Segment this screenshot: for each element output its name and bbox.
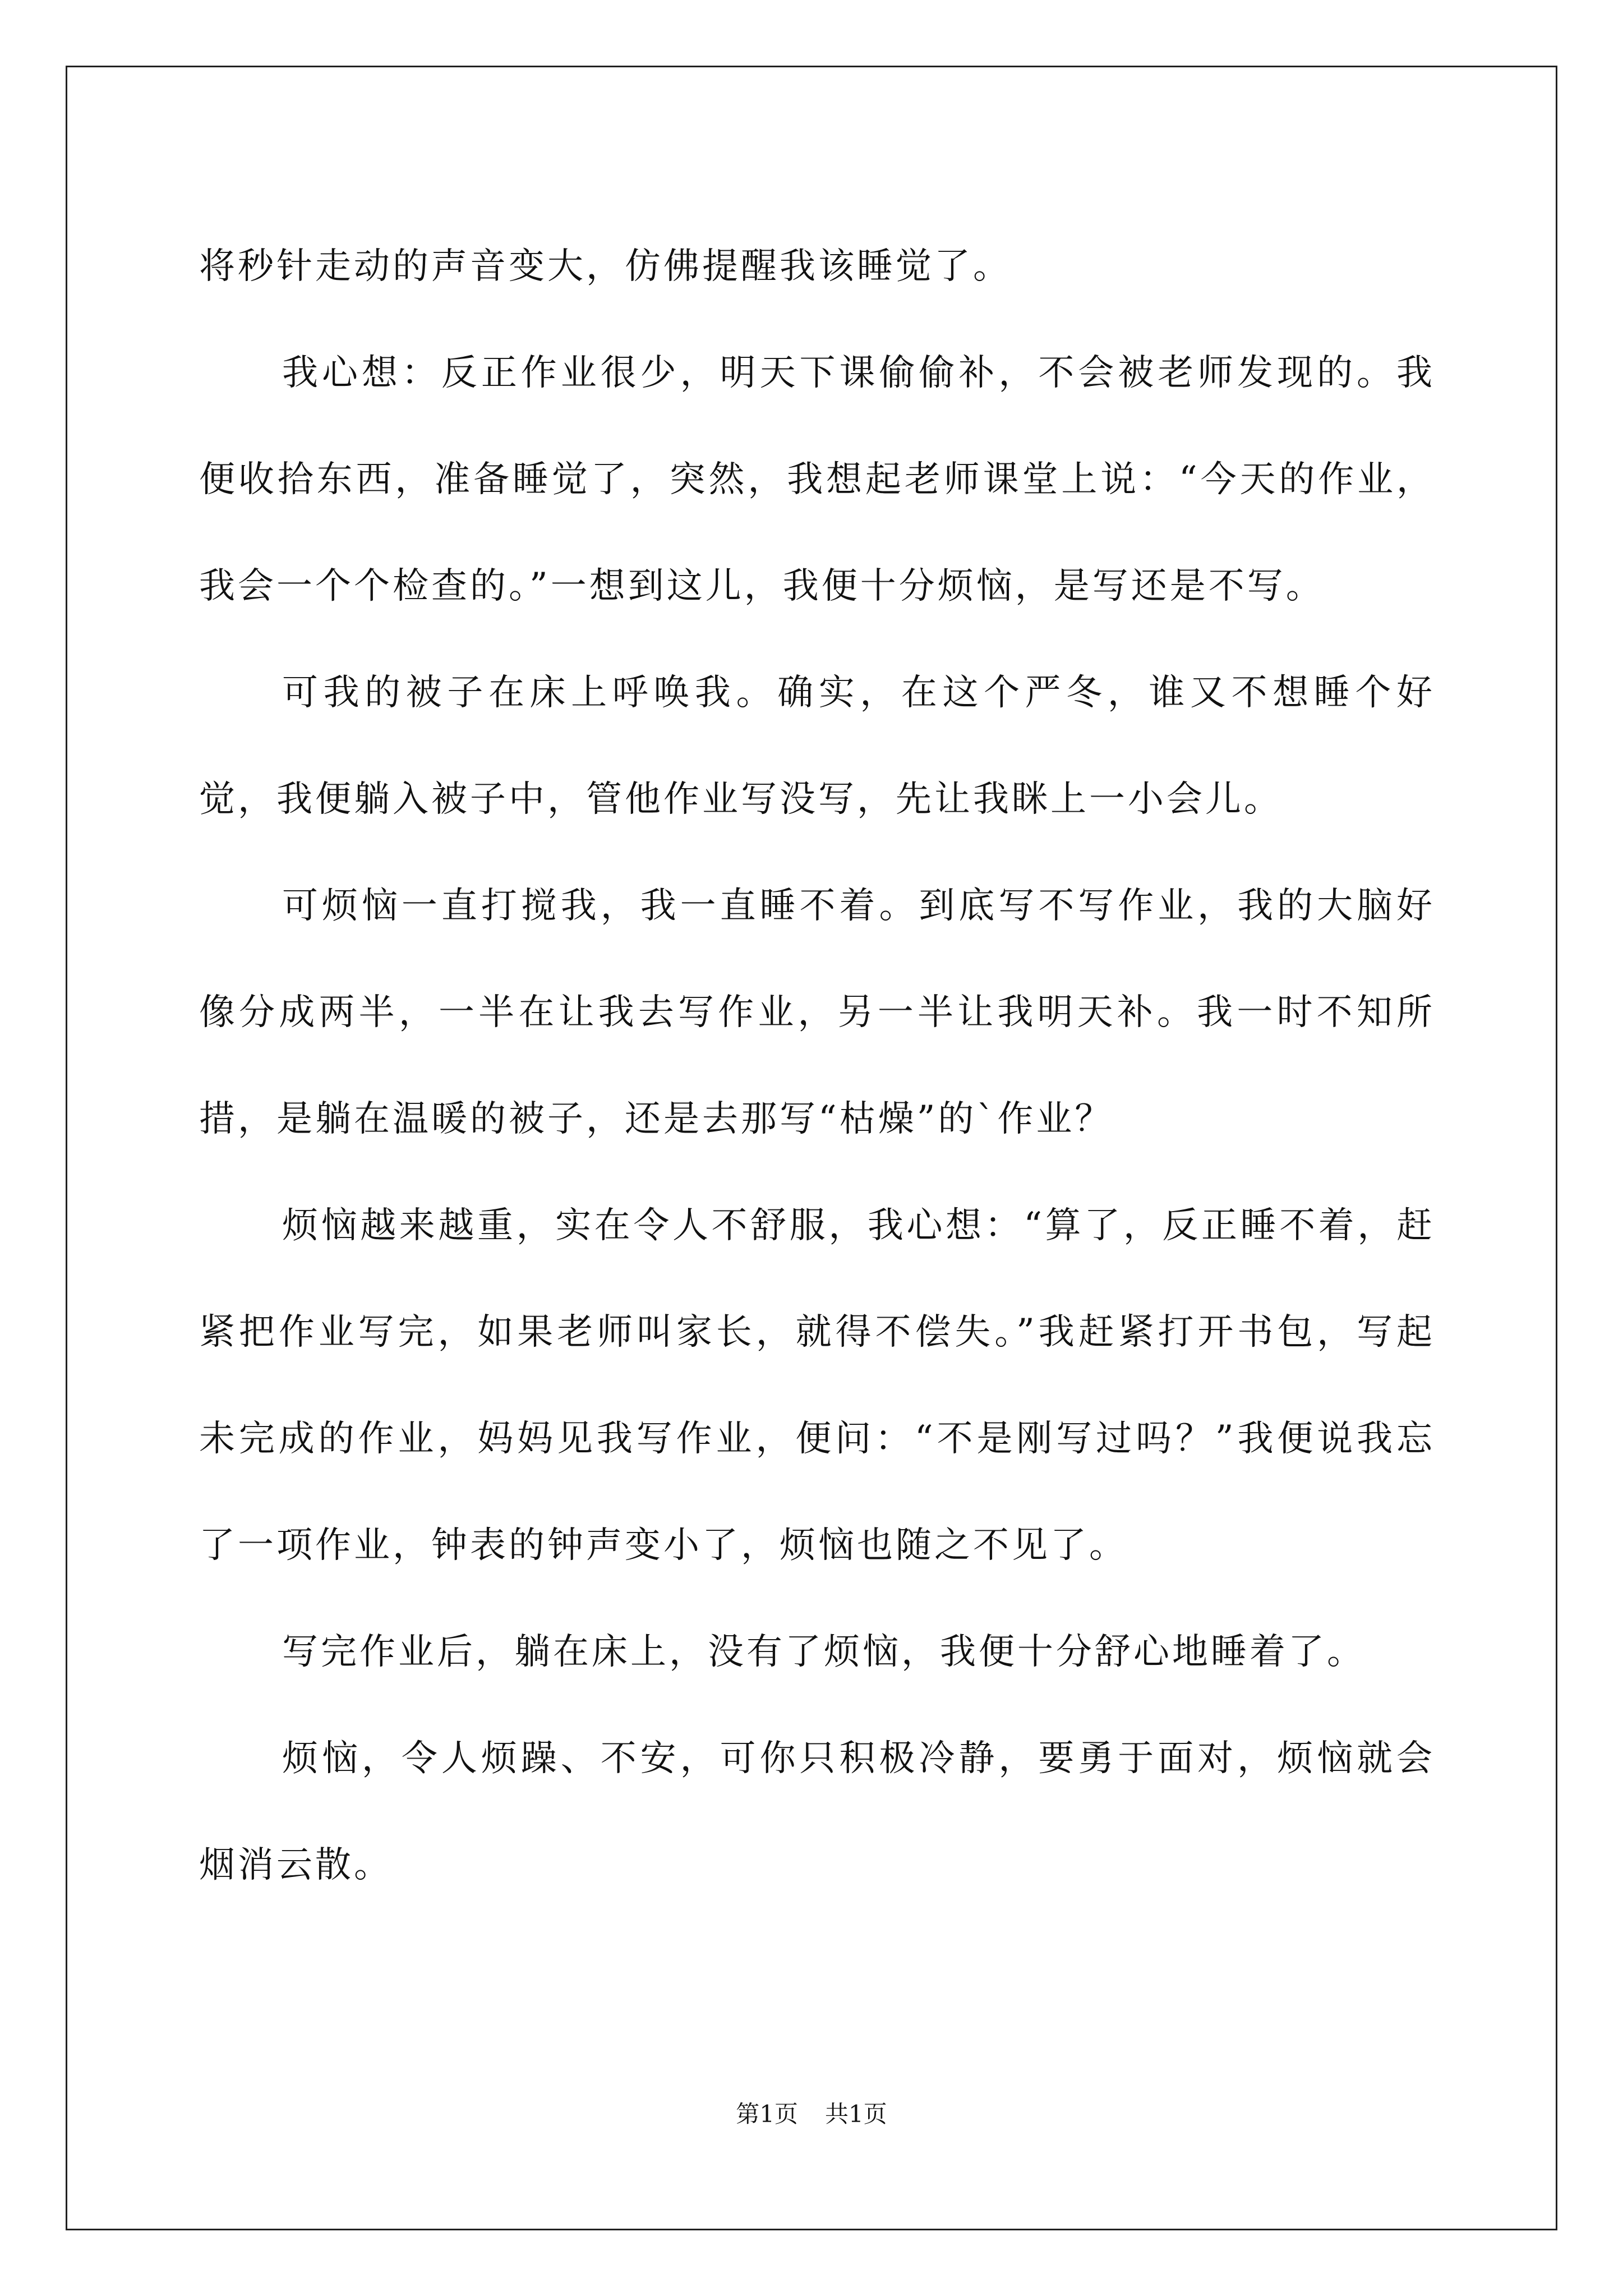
paragraph-4: 可烦恼一直打搅我，我一直睡不着。到底写不写作业，我的大脑好像分成两半，一半在让我去写作业，另一半让我明天补。我一时不知所措，是躺在温暖的被子，还是去那写“枯燥”的`作业？: [199, 885, 1435, 1140]
page-footer: [0, 2097, 1623, 2131]
page-number-current: 第1页: [736, 2100, 798, 2128]
page-number-total: 共1页: [825, 2100, 887, 2128]
paragraph-5: 烦恼越来越重，实在令人不舒服，我心想：“算了，反正睡不着，赶紧把作业写完，如果老师叫家长，就得不偿失。”我赶紧打开书包，写起未完成的作业，妈妈见我写作业，便问：“不是刚写过吗？”我便说我忘了一项作业，钟表的钟声变小了，烦恼也随之不见了。: [199, 1205, 1435, 1566]
paragraph-7: 烦恼，令人烦躁、不安，可你只积极冷静，要勇于面对，烦恼就会烟消云散。: [199, 1738, 1435, 1886]
paragraph-6: 写完作业后，躺在床上，没有了烦恼，我便十分舒心地睡着了。: [282, 1631, 1366, 1673]
document-body: [199, 213, 1435, 1918]
paragraph-2: 我心想：反正作业很少，明天下课偷偷补，不会被老师发现的。我便收拾东西，准备睡觉了，突然，我想起老师课堂上说：“今天的作业，我会一个个检查的。”一想到这儿，我便十分烦恼，是写还是不写。: [199, 352, 1435, 607]
paragraph-1: 将秒针走动的声音变大，仿佛提醒我该睡觉了。: [199, 246, 1012, 287]
paragraph-3: 可我的被子在床上呼唤我。确实，在这个严冬，谁又不想睡个好觉，我便躺入被子中，管他作业写没写，先让我眯上一小会儿。: [199, 672, 1435, 820]
